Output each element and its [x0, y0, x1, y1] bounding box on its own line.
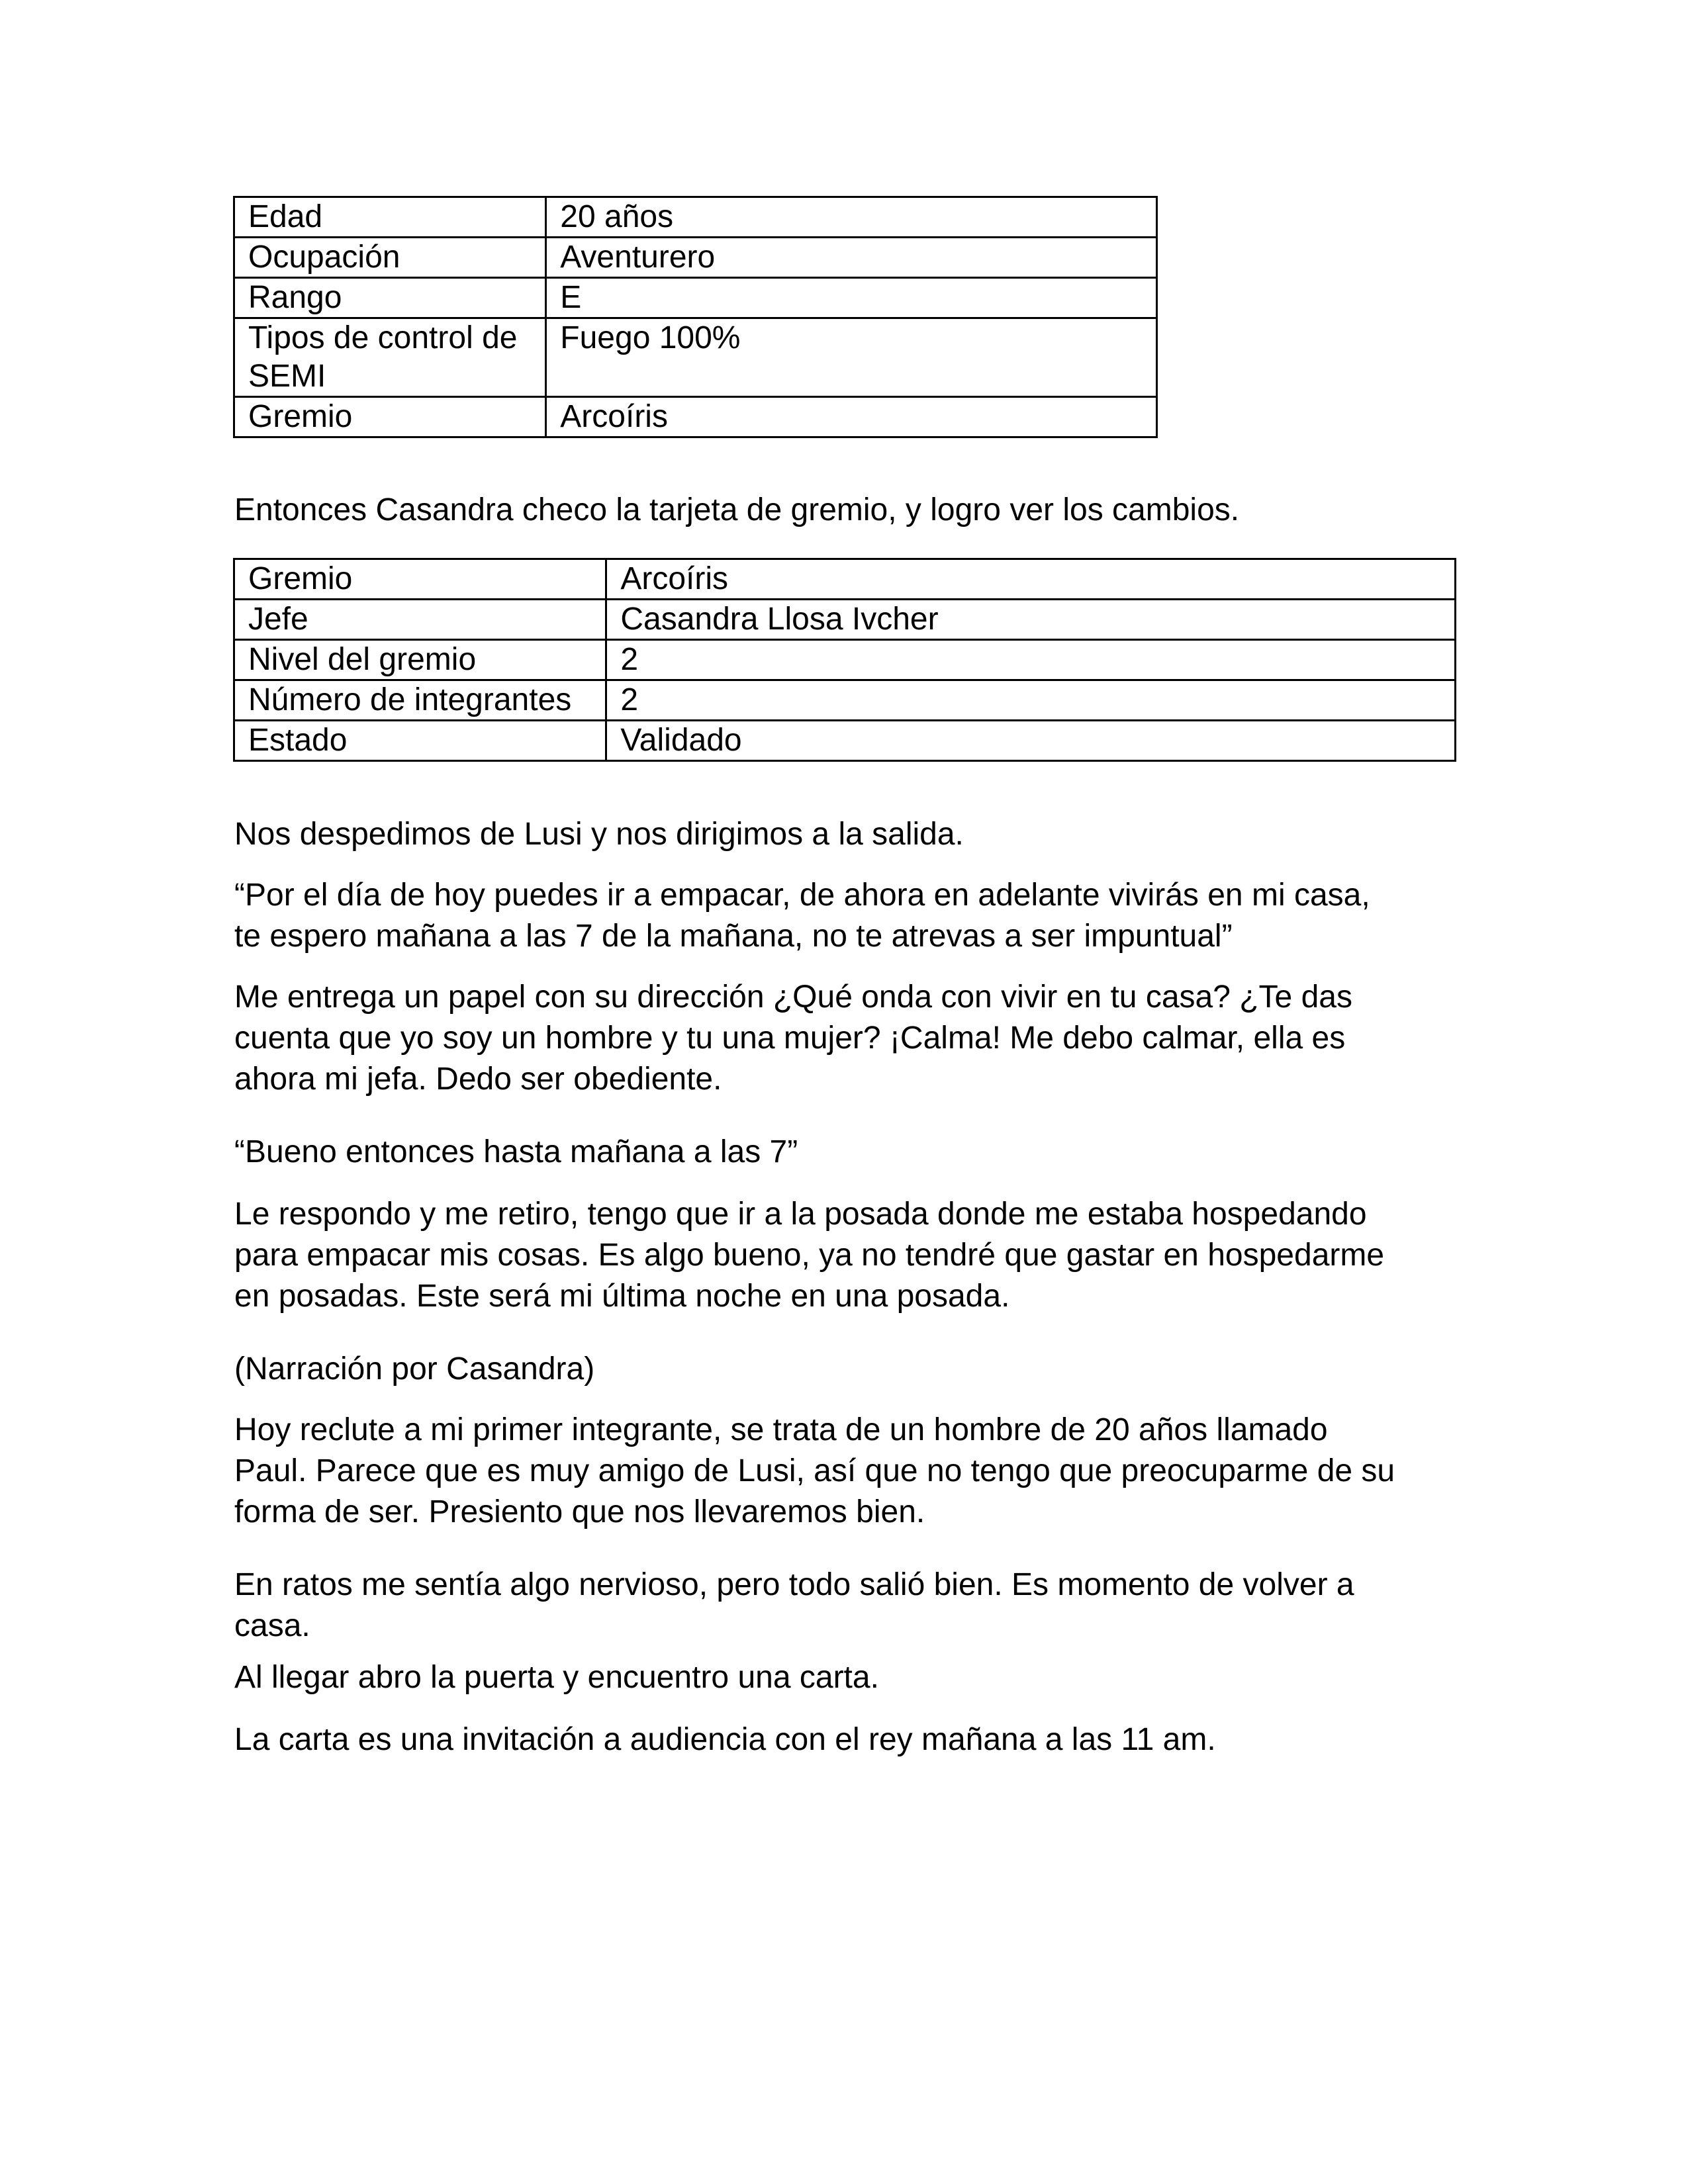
guild-label-estado: Estado: [234, 721, 606, 761]
paragraph-line: cuenta que yo soy un hombre y tu una mujer? ¡Calma! Me debo calmar, ella es: [234, 1021, 1346, 1056]
stat-label-gremio: Gremio: [234, 397, 546, 437]
paragraph-line: “Por el día de hoy puedes ir a empacar, de ahora en adelante vivirás en mi casa,: [234, 878, 1370, 913]
stat-label-tipos-control: Tipos de control de SEMI: [234, 318, 546, 397]
paragraph-line: en posadas. Este será mi última noche en una posada.: [234, 1279, 1010, 1314]
table-row: [234, 721, 1456, 761]
stat-label-ocupacion: Ocupación: [234, 238, 546, 278]
stat-value-gremio: Arcoíris: [546, 397, 1157, 437]
guild-card-table: [233, 558, 1456, 762]
table-row: [234, 397, 1157, 437]
paragraph-line: te espero mañana a las 7 de la mañana, no te atrevas a ser impuntual”: [234, 919, 1233, 954]
guild-value-nivel: 2: [606, 640, 1456, 680]
paragraph-line: Me entrega un papel con su dirección ¿Qué onda con vivir en tu casa? ¿Te das: [234, 979, 1352, 1015]
body-paragraph: [234, 1194, 1479, 1317]
guild-value-integrantes: 2: [606, 680, 1456, 721]
body-paragraph: [234, 977, 1479, 1100]
body-paragraph: [234, 1719, 1479, 1760]
stat-value-ocupacion: Aventurero: [546, 238, 1157, 278]
stat-value-rango: E: [546, 278, 1157, 318]
paragraph-line: (Narración por Casandra): [234, 1351, 595, 1387]
intro-paragraph: Entonces Casandra checo la tarjeta de gremio, y logro ver los cambios.: [234, 492, 1240, 527]
paragraph-line: Hoy reclute a mi primer integrante, se trata de un hombre de 20 años llamado: [234, 1412, 1328, 1447]
paragraph-line: Le respondo y me retiro, tengo que ir a la posada donde me estaba hospedando: [234, 1197, 1367, 1232]
paragraph-line: forma de ser. Presiento que nos llevaremos bien.: [234, 1494, 925, 1529]
body-paragraph: [234, 1349, 1479, 1390]
table-row: [234, 559, 1456, 600]
stat-label-edad: Edad: [234, 197, 546, 238]
stat-label-rango: Rango: [234, 278, 546, 318]
paragraph-line: Al llegar abro la puerta y encuentro una carta.: [234, 1660, 879, 1695]
table-row: [234, 238, 1157, 278]
guild-value-gremio: Arcoíris: [606, 559, 1456, 600]
body-paragraph: [234, 875, 1479, 957]
body-paragraph: [234, 1565, 1479, 1647]
table-row: [234, 680, 1456, 721]
table-row: [234, 197, 1157, 238]
paragraph-line: Paul. Parece que es muy amigo de Lusi, así que no tengo que preocuparme de su: [234, 1453, 1395, 1488]
paragraph-line: “Bueno entonces hasta mañana a las 7”: [234, 1134, 798, 1169]
table-row: [234, 600, 1456, 640]
guild-label-nivel: Nivel del gremio: [234, 640, 606, 680]
body-paragraph: [234, 1410, 1479, 1533]
table-row: [234, 640, 1456, 680]
paragraph-line: casa.: [234, 1608, 310, 1643]
character-stats-table: [233, 196, 1158, 438]
table-row: [234, 278, 1157, 318]
paragraph-line: Nos despedimos de Lusi y nos dirigimos a la salida.: [234, 817, 964, 852]
table-row: [234, 318, 1157, 397]
stat-value-edad: 20 años: [546, 197, 1157, 238]
body-paragraph: [234, 814, 1479, 855]
guild-value-estado: Validado: [606, 721, 1456, 761]
body-paragraph: [234, 1132, 1479, 1173]
stat-value-tipos-control: Fuego 100%: [546, 318, 1157, 397]
guild-label-jefe: Jefe: [234, 600, 606, 640]
paragraph-line: ahora mi jefa. Dedo ser obediente.: [234, 1062, 722, 1097]
paragraph-line: para empacar mis cosas. Es algo bueno, ya no tendré que gastar en hospedarme: [234, 1238, 1385, 1273]
body-paragraph: [234, 1657, 1479, 1698]
guild-value-jefe: Casandra Llosa Ivcher: [606, 600, 1456, 640]
guild-label-gremio: Gremio: [234, 559, 606, 600]
paragraph-line: En ratos me sentía algo nervioso, pero todo salió bien. Es momento de volver a: [234, 1567, 1354, 1602]
guild-label-integrantes: Número de integrantes: [234, 680, 606, 721]
paragraph-line: La carta es una invitación a audiencia con el rey mañana a las 11 am.: [234, 1722, 1216, 1757]
